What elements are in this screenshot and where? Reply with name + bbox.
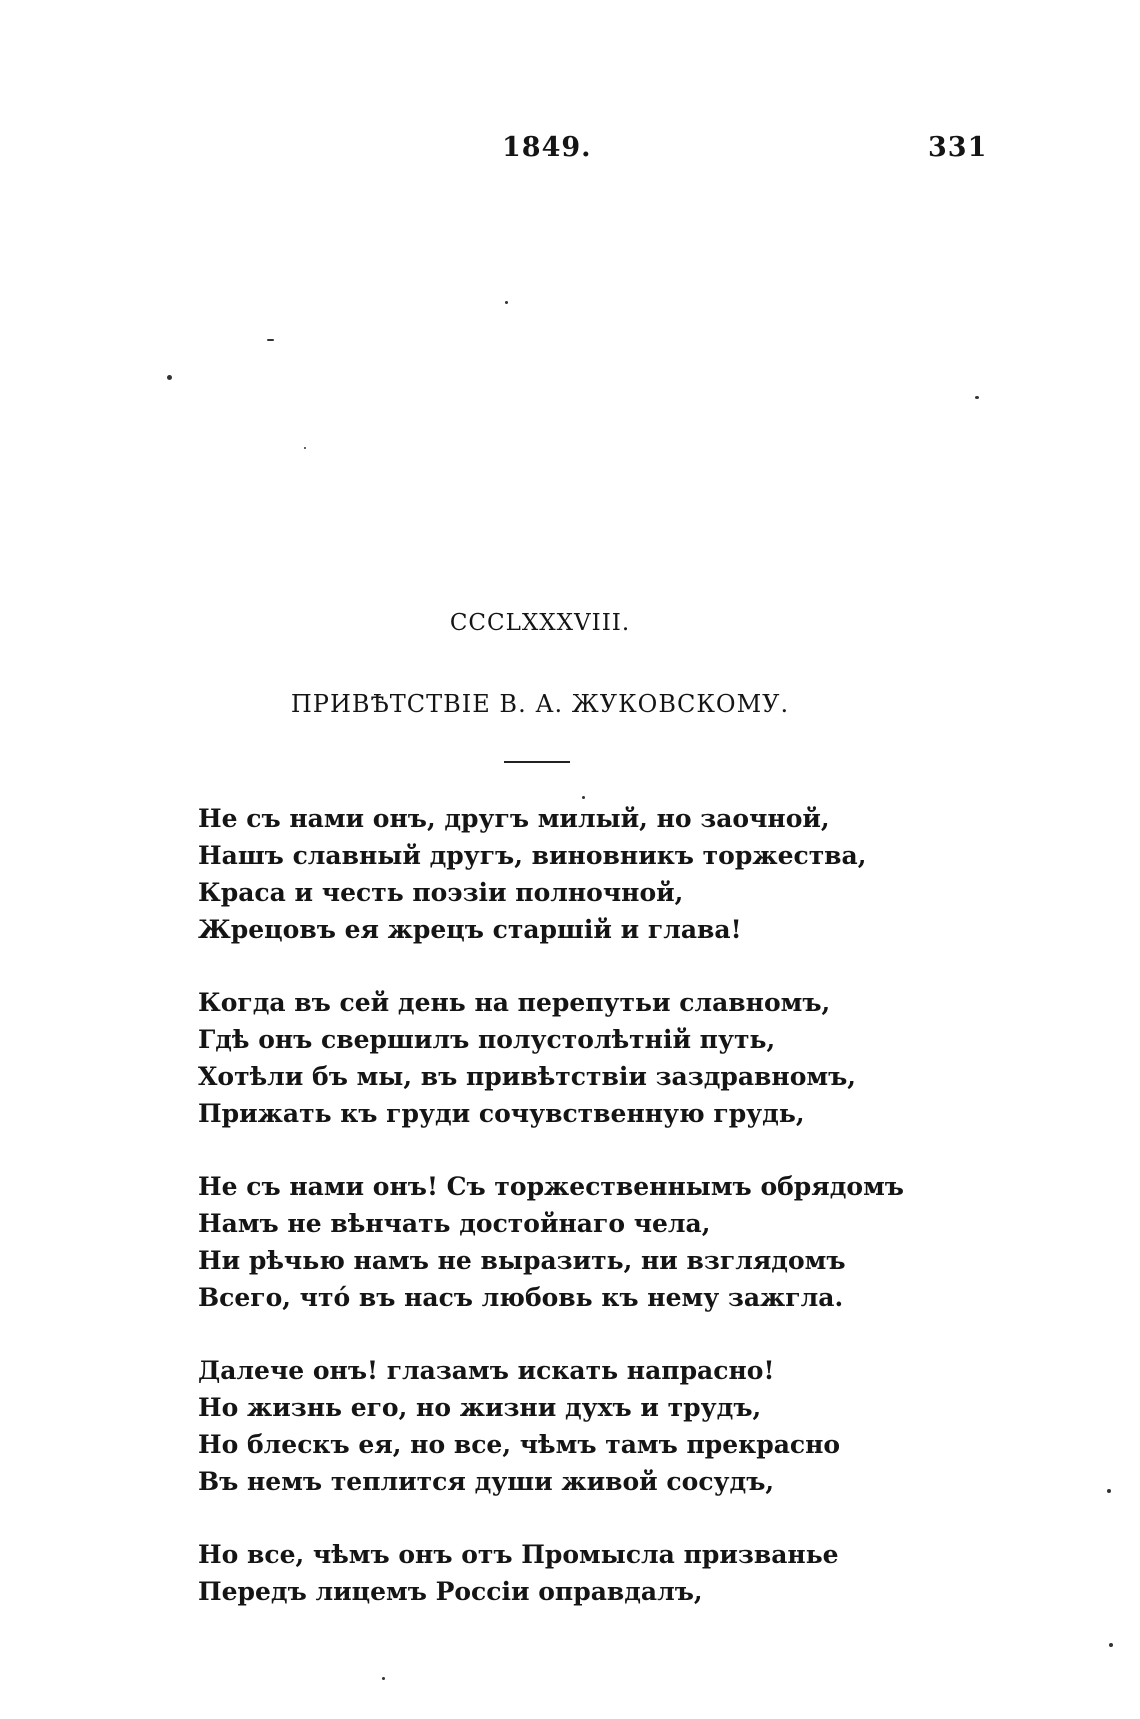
verse-line: Прижать къ груди сочувственную грудь, xyxy=(198,1099,805,1128)
verse-line: Ни рѣчью намъ не выразить, ни взглядомъ xyxy=(198,1246,846,1275)
verse-line: Жрецовъ ея жрецъ старшій и глава! xyxy=(198,915,742,944)
verse-line: Всего, чтó въ насъ любовь къ нему зажгла. xyxy=(198,1283,844,1312)
verse-line: Далече онъ! глазамъ искать напрасно! xyxy=(198,1356,775,1385)
running-header-year: 1849. xyxy=(502,132,592,163)
verse-line: Гдѣ онъ свершилъ полустолѣтній путь, xyxy=(198,1025,776,1054)
verse-line: Хотѣли бъ мы, въ привѣтствіи заздравномъ, xyxy=(198,1062,856,1091)
page-number: 331 xyxy=(928,132,988,163)
verse-line: Но жизнь его, но жизни духъ и трудъ, xyxy=(198,1393,762,1422)
poem-numeral: CCCLXXXVIII. xyxy=(449,610,631,636)
verse-line: Намъ не вѣнчать достойнаго чела, xyxy=(198,1209,711,1238)
scan-speck xyxy=(267,339,274,341)
verse-line: Не съ нами онъ, другъ милый, но заочной, xyxy=(198,804,830,833)
scan-speck xyxy=(304,447,306,449)
verse-line: Не съ нами онъ! Съ торжественнымъ обрядомъ xyxy=(198,1172,904,1201)
scan-speck xyxy=(505,301,508,304)
verse-line: Нашъ славный другъ, виновникъ торжества, xyxy=(198,841,867,870)
verse-line: Въ немъ теплится души живой сосудъ, xyxy=(198,1467,775,1496)
poem-body xyxy=(198,800,1098,1646)
scan-speck xyxy=(582,796,585,799)
stanza-2 xyxy=(198,984,1098,1132)
poem-title: ПРИВѢТСТВІЕ В. А. ЖУКОВСКОМУ. xyxy=(290,690,790,718)
stanza-3 xyxy=(198,1168,1098,1316)
scan-speck xyxy=(1109,1643,1113,1647)
verse-line: Когда въ сей день на перепутьи славномъ, xyxy=(198,988,831,1017)
verse-line: Передъ лицемъ Россіи оправдалъ, xyxy=(198,1577,703,1606)
verse-line: Но блескъ ея, но все, чѣмъ тамъ прекрасно xyxy=(198,1430,841,1459)
scan-speck xyxy=(382,1677,385,1680)
scan-speck xyxy=(1107,1489,1111,1493)
stanza-4 xyxy=(198,1352,1098,1500)
verse-line: Но все, чѣмъ онъ отъ Промысла призванье xyxy=(198,1540,839,1569)
verse-line: Краса и честь поэзіи полночной, xyxy=(198,878,684,907)
title-divider xyxy=(504,761,570,763)
stanza-1 xyxy=(198,800,1098,948)
scan-speck xyxy=(167,375,172,380)
scan-speck xyxy=(975,396,979,399)
stanza-5 xyxy=(198,1536,1098,1610)
